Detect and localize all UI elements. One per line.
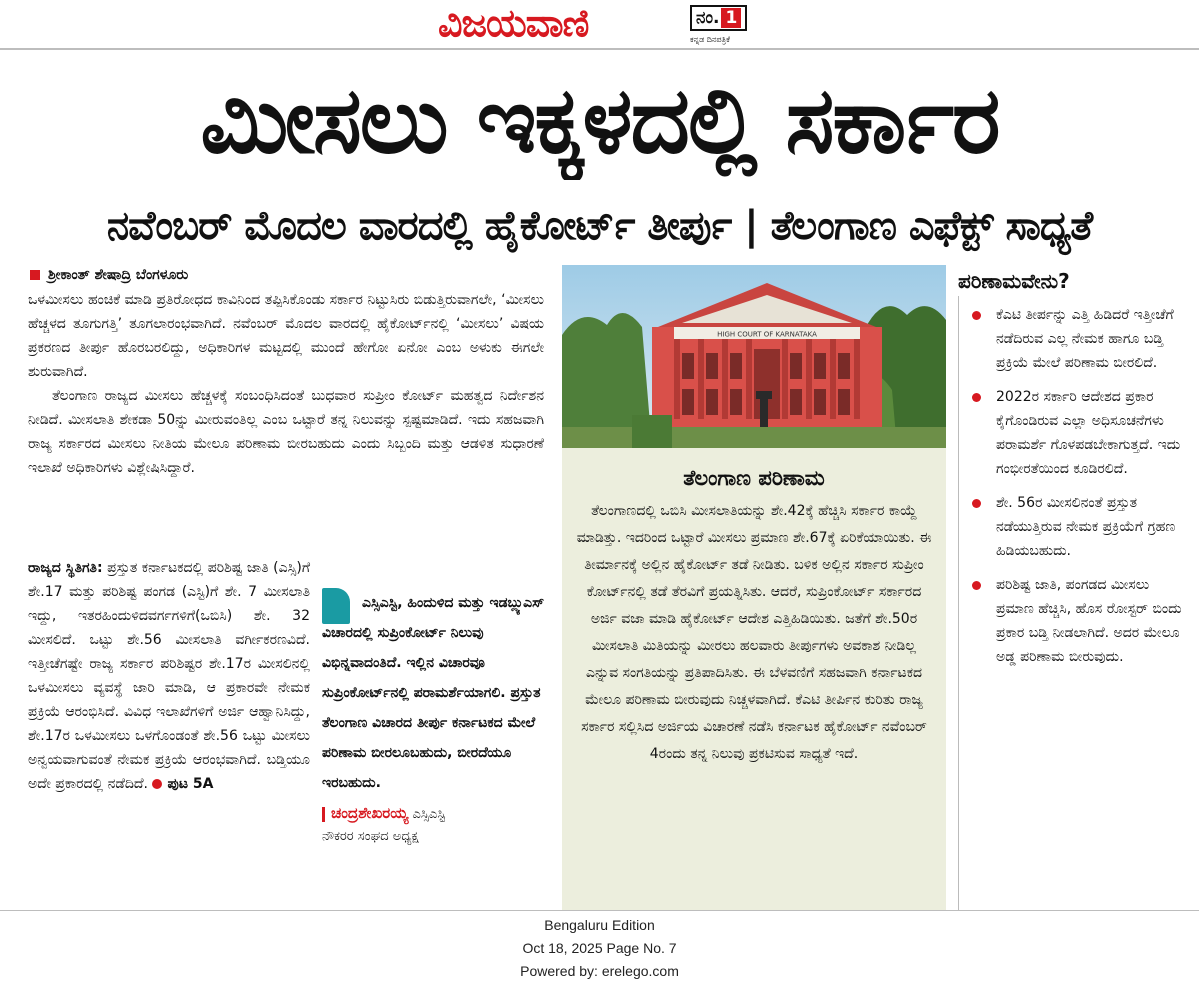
attribution-bar-icon: [322, 807, 325, 822]
footer-edition: Bengaluru Edition: [544, 917, 655, 933]
subheadline: ನವೆಂಬರ್ ಮೊದಲ ವಾರದಲ್ಲಿ ಹೈಕೋರ್ಟ್ ತೀರ್ಪು | ತೆಲಂಗಾಣ ಎಫೆಕ್ಟ್ ಸಾಧ್ಯತೆ: [106, 203, 1093, 249]
high-court-photo[interactable]: [562, 265, 946, 448]
quote-attribution: [322, 802, 546, 848]
quote-role: ನೌಕರರ ಸಂಘದ ಅಧ್ಯಕ್ಷ: [322, 829, 419, 844]
badge-box: [690, 5, 747, 31]
impact-item-text: ಕೆಎಟಿ ತೀರ್ಪನ್ನು ಎತ್ತಿ ಹಿಡಿದರೆ ಇತ್ತೀಚೆಗೆ ನಡೆದಿರುವ ಎಲ್ಲ ನೇಮಕ ಹಾಗೂ ಬಡ್ತಿ ಪ್ರಕ್ರಿಯೆ ಮೇಲೆ ಪರಿಣಾಮ ಬೀರಲಿದೆ.: [996, 307, 1174, 371]
quote-role-inline: ಎಸ್ಸಿಎಸ್ಟಿ: [412, 807, 446, 822]
impact-item: [958, 573, 1190, 669]
bullet-icon: [972, 393, 981, 402]
quote-text-rest: ಮತ್ತು ಇಡಬ್ಲ್ಯುಎಸ್ ವಿಚಾರದಲ್ಲಿ ಸುಪ್ರಿಂಕೋರ್ಟ್ ನಿಲುವು ವಿಭಿನ್ನವಾದಂತಿದೆ. ಇಲ್ಲಿನ ವಿಚಾರವೂ ಸುಪ್ರಿಂಕೋರ್ಟ್‌ನಲ್ಲಿ ಪರಾಮರ್ಶೆಯಾಗಲಿ. ಪ್ರಸ್ತುತ ತೆಲಂಗಾಣ ವಿಚಾರದ ತೀರ್ಪು ಕರ್ನಾಟಕದ ಮೇಲೆ ಪರಿಣಾಮ ಬೀರಲೂಬಹುದು, ಬೀರದೆಯೂ ಇರಬಹುದು.: [322, 595, 545, 791]
sidebox-title: ತೆಲಂಗಾಣ ಪರಿಣಾಮ: [683, 466, 825, 490]
impact-item: [958, 385, 1190, 481]
impact-item-text: ಶೇ. 56ರ ಮೀಸಲಿನಂತೆ ಪ್ರಸ್ತುತ ನಡೆಯುತ್ತಿರುವ ನೇಮಕ ಪ್ರಕ್ರಿಯೆಗೆ ಗ್ರಹಣ ಹಿಡಿಯಬಹುದು.: [996, 495, 1176, 559]
continued-on-link[interactable]: [152, 776, 213, 792]
byline-text: ಶ್ರೀಕಾಂತ್ ಶೇಷಾದ್ರಿ ಬೆಂಗಳೂರು: [48, 267, 189, 283]
byline-square-icon: [30, 270, 40, 280]
court-sign-text: HIGH COURT OF KARNATAKA: [717, 330, 817, 339]
paragraph-1: ಒಳಮೀಸಲು ಹಂಚಿಕೆ ಮಾಡಿ ಪ್ರತಿರೋಧದ ಕಾವಿನಿಂದ ತಪ್ಪಿಸಿಕೊಂಡು ಸರ್ಕಾರ ನಿಟ್ಟುಸಿರು ಬಿಡುತ್ತಿರುವಾಗಲೇ, ‘ಮೀಸಲು ಹೆಚ್ಚಳದ ತೂಗುಗತ್ತಿ’ ತೂಗಲಾರಂಭವಾಗಿದೆ. ನವೆಂಬರ್ ಮೊದಲ ವಾರದಲ್ಲಿ ಹೈಕೋರ್ಟ್‌ನಲ್ಲಿ ‘ಮೀಸಲು’ ವಿಷಯ ಪ್ರಕರಣದ ತೀರ್ಪು ಹೊರಬರಲಿದ್ದು, ಅಧಿಕಾರಿಗಳ ಮಟ್ಟದಲ್ಲಿ ಮುಂದೆ ಹೇಗೋ ಏನೋ ಎಂಬ ಅಳುಕು ಈಗಲೇ ಶುರುವಾಗಿದೆ.: [28, 292, 544, 380]
footer-divider: [0, 910, 1199, 911]
bullet-icon: [972, 311, 981, 320]
section-lead: ರಾಜ್ಯದ ಸ್ಥಿತಿಗತಿ:: [28, 560, 103, 576]
section-text: ಪ್ರಸ್ತುತ ಕರ್ನಾಟಕದಲ್ಲಿ ಪರಿಶಿಷ್ಟ ಜಾತಿ (ಎಸ್ಸಿ)ಗೆ ಶೇ.17 ಮತ್ತು ಪರಿಶಿಷ್ಟ ಪಂಗಡ (ಎಸ್ಟಿ)ಗೆ ಶೇ. 7 ಮೀಸಲಾತಿ ಇದ್ದು, ಇತರಹಿಂದುಳಿದವರ್ಗಗಳಿಗೆ(ಒಬಿಸಿ) ಶೇ. 32 ಮೀಸಲಿದೆ. ಒಟ್ಟು ಶೇ.56 ಮೀಸಲಾತಿ ವರ್ಗೀಕರಣವಿದೆ. ಇತ್ತೀಚೆಗಷ್ಟೇ ರಾಜ್ಯ ಸರ್ಕಾರ ಪರಿಶಿಷ್ಟರ ಶೇ.17ರ ಮೀಸಲಿನಲ್ಲಿ ಒಳಮೀಸಲು ವ್ಯವಸ್ಥೆ ಜಾರಿ ಮಾಡಿ, ಆ ಪ್ರಕಾರವೇ ನೇಮಕ ಪ್ರಕ್ರಿಯೆ ಆರಂಭಿಸಿದೆ. ವಿವಿಧ ಇಲಾಖೆಗಳಿಗೆ ಅರ್ಜಿ ಆಹ್ವಾನಿಸಿದ್ದು, ಶೇ.17ರ ಒಳಮೀಸಲು ಒಳಗೊಂಡಂತೆ ಶೇ.56 ಒಟ್ಟು ಮೀಸಲು ಅನ್ವಯವಾಗುವಂತೆ ನೇಮಕ ಪ್ರಕ್ರಿಯೆ ಆರಂಭವಾಗಿದೆ. ಬಡ್ತಿಯೂ ಅದೇ ಪ್ರಕಾರದಲ್ಲಿ ನಡೆದಿದೆ.: [28, 560, 310, 792]
high-court-image: [562, 265, 946, 448]
bullet-icon: [972, 499, 981, 508]
impact-item: [958, 491, 1190, 563]
bullet-icon: [972, 581, 981, 590]
impact-column: [958, 265, 1190, 679]
quote-text-first: ಎಸ್ಸಿಎಸ್ಟಿ, ಹಿಂದುಳಿದ: [362, 595, 454, 611]
impact-title: ಪರಿಣಾಮವೇನು?: [958, 269, 1070, 293]
masthead: [0, 0, 1199, 50]
impact-list: [958, 303, 1190, 669]
footer-powered-by[interactable]: Powered by: erelego.com: [520, 963, 679, 979]
badge-prefix: ನಂ.: [696, 8, 720, 28]
paragraph-2: ತೆಲಂಗಾಣ ರಾಜ್ಯದ ಮೀಸಲು ಹೆಚ್ಚಳಕ್ಕೆ ಸಂಬಂಧಿಸಿದಂತೆ ಬುಧವಾರ ಸುಪ್ರೀಂ ಕೋರ್ಟ್ ಮಹತ್ವದ ನಿರ್ದೇಶನ ನೀಡಿದೆ. ಮೀಸಲಾತಿ ಶೇಕಡಾ 50ನ್ನು ಮೀರುವಂತಿಲ್ಲ ಎಂಬ ಒಟ್ಟಾರೆ ತನ್ನ ನಿಲುವನ್ನು ಸ್ಪಷ್ಟಮಾಡಿದೆ. ಇದು ಸಹಜವಾಗಿ ರಾಜ್ಯ ಸರ್ಕಾರದ ಮೀಸಲು ನೀತಿಯ ಮೇಲೂ ಪರಿಣಾಮ ಬೀರಬಹುದು ಎಂದು ಸಿಬ್ಬಂದಿ ಮತ್ತು ಆಡಳಿತ ಸುಧಾರಣೆ ಇಲಾಖೆ ಅಧಿಕಾರಿಗಳು ವಿಶ್ಲೇಷಿಸಿದ್ದಾರೆ.: [28, 388, 544, 476]
badge-number: 1: [721, 8, 741, 28]
headline: ಮೀಸಲು ಇಕ್ಕಳದಲ್ಲಿ ಸರ್ಕಾರ: [200, 67, 999, 174]
impact-item-text: ಪರಿಶಿಷ್ಟ ಜಾತಿ, ಪಂಗಡದ ಮೀಸಲು ಪ್ರಮಾಣ ಹೆಚ್ಚಿಸಿ, ಹೊಸ ರೋಸ್ಟರ್ ಬಿಂದು ಪ್ರಕಾರ ಬಡ್ತಿ ನೀಡಲಾಗಿದೆ. ಅದರ ಮೇಲೂ ಅಡ್ಡ ಪರಿಣಾಮ ಬೀರುವುದು.: [996, 577, 1182, 665]
arrow-circle-icon: [152, 779, 162, 789]
pull-quote: [322, 588, 546, 848]
quote-name: ಚಂದ್ರಶೇಖರಯ್ಯ: [331, 804, 409, 822]
impact-item: [958, 303, 1190, 375]
number-one-badge: [690, 5, 752, 45]
sidebox-text: ತೆಲಂಗಾಣದಲ್ಲಿ ಒಬಿಸಿ ಮೀಸಲಾತಿಯನ್ನು ಶೇ.42ಕ್ಕೆ ಹೆಚ್ಚಿಸಿ ಸರ್ಕಾರ ಕಾಯ್ದೆ ಮಾಡಿತ್ತು. ಇದರಿಂದ ಒಟ್ಟಾರೆ ಮೀಸಲು ಪ್ರಮಾಣ ಶೇ.67ಕ್ಕೆ ಏರಿಕೆಯಾಯಿತು. ಈ ತೀರ್ಮಾನಕ್ಕೆ ಅಲ್ಲಿನ ಹೈಕೋರ್ಟ್ ತಡೆ ನೀಡಿತು. ಬಳಿಕ ಅಲ್ಲಿನ ಸರ್ಕಾರ ಸುಪ್ರೀಂ ಕೋರ್ಟ್‌ನಲ್ಲಿ ತಡೆ ತೆರವಿಗೆ ಪ್ರಯತ್ನಿಸಿತು. ಆದರೆ, ಸುಪ್ರಿಂಕೋರ್ಟ್ ಸರ್ಕಾರದ ಅರ್ಜಿ ವಜಾ ಮಾಡಿ ಹೈಕೋರ್ಟ್ ಆದೇಶ ಎತ್ತಿಹಿಡಿಯಿತು. ಜತೆಗೆ ಶೇ.50ರ ಮೀಸಲಾತಿ ಮಿತಿಯನ್ನು ಮೀರಲು ಹಲವಾರು ತೀರ್ಪುಗಳು ಅವಕಾಶ ನೀಡಿಲ್ಲ ಎನ್ನುವ ಸಂಗತಿಯನ್ನು ಪ್ರತಿಪಾದಿಸಿತು. ಈ ಬೆಳವಣಿಗೆ ಸಹಜವಾಗಿ ಕರ್ನಾಟಕದ ಮೇಲೂ ಪರಿಣಾಮ ಬೀರುವುದು ನಿಚ್ಚಳವಾಗಿದೆ. ಕೆಎಟಿ ತೀರ್ಪಿನ ಕುರಿತು ರಾಜ್ಯ ಸರ್ಕಾರ ಸಲ್ಲಿಸಿದ ಅರ್ಜಿಯ ವಿಚಾರಣೆ ನಡೆಸಿ ಕರ್ನಾಟಕ ಹೈಕೋರ್ಟ್ ನವೆಂಬರ್ 4ರಂದು ತನ್ನ ನಿಲುವು ಪ್ರಕಟಿಸುವ ಸಾಧ್ಯತೆ ಇದೆ.: [576, 503, 932, 762]
quote-text: [322, 588, 546, 798]
byline: [30, 264, 188, 286]
continued-on-label: ಪುಟ 5A: [167, 776, 214, 792]
telangana-effect-box: [562, 448, 946, 910]
newspaper-logo[interactable]: ವಿಜಯವಾಣಿ: [438, 1, 589, 45]
footer-date-page: Oct 18, 2025 Page No. 7: [522, 940, 677, 956]
paragraph-3: [28, 556, 310, 796]
page-footer: [0, 914, 1199, 983]
quote-mark-icon: [322, 588, 350, 624]
badge-tagline: ಕನ್ನಡ ದಿನಪತ್ರಿಕೆ: [690, 35, 731, 44]
article-body: [28, 288, 544, 480]
impact-item-text: 2022ರ ಸರ್ಕಾರಿ ಆದೇಶದ ಪ್ರಕಾರ ಕೈಗೊಂಡಿರುವ ಎಲ್ಲಾ ಅಧಿಸೂಚನೆಗಳು ಪರಾಮರ್ಶೆ ಗೊಳಪಡಬೇಕಾಗುತ್ತದೆ. ಇದು ಗಂಭೀರತೆಯಿಂದ ಕೂಡಿರಲಿದೆ.: [996, 389, 1181, 477]
article-body-narrow: [28, 556, 310, 796]
